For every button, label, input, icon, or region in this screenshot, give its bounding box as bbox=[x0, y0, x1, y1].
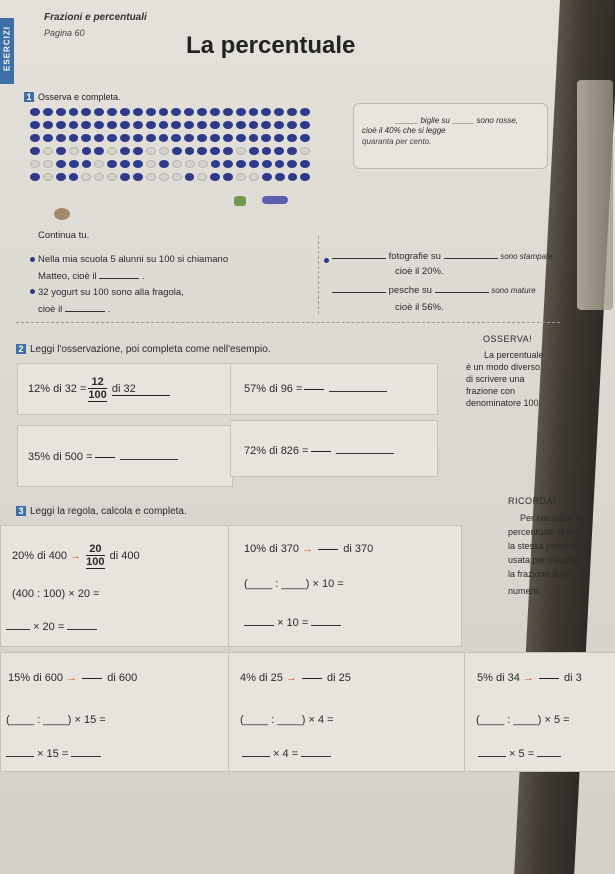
fraction-numerator: 20 bbox=[86, 543, 104, 556]
marble bbox=[185, 160, 195, 168]
marble bbox=[171, 121, 181, 129]
marble bbox=[171, 134, 181, 142]
marble bbox=[287, 147, 297, 155]
marble bbox=[120, 160, 130, 168]
marble bbox=[159, 121, 169, 129]
marble bbox=[43, 121, 53, 129]
ex3-e-line2: (____ : ____) × 5 = bbox=[476, 714, 570, 726]
ex3-b-line1 bbox=[244, 543, 373, 555]
marble bbox=[94, 173, 104, 181]
marble bbox=[236, 147, 246, 155]
section-divider bbox=[16, 322, 560, 323]
bullet-icon bbox=[30, 289, 35, 294]
marble bbox=[30, 173, 40, 181]
marble bbox=[236, 134, 246, 142]
marble bbox=[287, 134, 297, 142]
marble bbox=[300, 108, 310, 116]
marble bbox=[275, 173, 285, 181]
arrow-icon: → bbox=[302, 543, 314, 555]
ex2-eq-1-fraction bbox=[88, 376, 106, 402]
ex3-d-line3 bbox=[242, 748, 331, 760]
bullet-icon bbox=[324, 258, 329, 263]
q1-line2: Matteo, cioè il . bbox=[38, 271, 145, 282]
section-title: Frazioni e percentuali bbox=[44, 12, 147, 23]
marble-row bbox=[30, 108, 310, 116]
ex2-eq-4-blank[interactable] bbox=[336, 453, 394, 454]
marble bbox=[287, 121, 297, 129]
ex3-a-line1 bbox=[12, 543, 140, 569]
marble bbox=[249, 134, 259, 142]
ex2-eq-3 bbox=[28, 451, 178, 463]
marble bbox=[146, 108, 156, 116]
marble bbox=[133, 108, 143, 116]
marble bbox=[236, 160, 246, 168]
ricorda-line: percentuale si seg bbox=[508, 527, 582, 537]
ex2-eq-2-left: 57% di 96 = bbox=[244, 383, 303, 395]
blank[interactable] bbox=[242, 756, 270, 757]
marble bbox=[300, 134, 310, 142]
marble bbox=[146, 160, 156, 168]
marble-row bbox=[30, 173, 310, 181]
marble bbox=[262, 173, 272, 181]
marble bbox=[94, 147, 104, 155]
ex3-a-line3 bbox=[6, 621, 97, 633]
marble bbox=[300, 160, 310, 168]
ex2-eq-2-blank[interactable] bbox=[329, 391, 387, 392]
marble bbox=[223, 160, 233, 168]
page-title: La percentuale bbox=[186, 32, 356, 59]
apple-picture bbox=[234, 196, 246, 206]
ex3-d-right: di 25 bbox=[327, 672, 351, 684]
q3-line2: cioè il 20%. bbox=[395, 266, 444, 277]
ex3-b-line3-text: × 10 = bbox=[277, 617, 309, 629]
marble bbox=[184, 134, 194, 142]
marble bbox=[56, 108, 66, 116]
marble bbox=[107, 134, 117, 142]
marble bbox=[56, 134, 66, 142]
marble bbox=[223, 134, 233, 142]
ex2-eq-4-fraction[interactable] bbox=[311, 447, 331, 456]
q2-line2-text: cioè il bbox=[38, 304, 63, 315]
marble bbox=[236, 121, 246, 129]
marble bbox=[69, 160, 79, 168]
ex1-number: 1 bbox=[24, 92, 34, 102]
marble bbox=[236, 173, 246, 181]
marble bbox=[69, 121, 79, 129]
q1-line1: Nella mia scuola 5 alunni su 100 si chiamano bbox=[38, 254, 229, 265]
marble bbox=[172, 173, 182, 181]
marble bbox=[94, 160, 104, 168]
marble bbox=[210, 147, 220, 155]
marble bbox=[249, 173, 259, 181]
marble bbox=[288, 173, 298, 181]
marble bbox=[82, 147, 92, 155]
marble bbox=[262, 147, 272, 155]
ex3-c-left: 15% di 600 bbox=[8, 672, 64, 684]
q2-line1: 32 yogurt su 100 sono alla fragola, bbox=[38, 287, 184, 298]
marble bbox=[197, 108, 207, 116]
ex3-d-line3-text: × 4 = bbox=[273, 748, 299, 760]
marble bbox=[274, 108, 284, 116]
ex3-e-line1 bbox=[477, 672, 582, 684]
marble bbox=[261, 134, 271, 142]
marble bbox=[120, 134, 130, 142]
marble bbox=[94, 121, 104, 129]
q2-line2: cioè il . bbox=[38, 304, 111, 315]
marble bbox=[133, 173, 143, 181]
osserva-line: denominatore 100. bbox=[466, 398, 542, 408]
marble bbox=[249, 160, 259, 168]
marble bbox=[185, 173, 195, 181]
marble bbox=[300, 121, 310, 129]
q3-line1-text: fotografie su bbox=[388, 251, 441, 262]
marble bbox=[236, 108, 246, 116]
marble bbox=[120, 108, 130, 116]
ex2-eq-2-fraction[interactable] bbox=[304, 385, 324, 394]
ex3-instruction: Leggi la regola, calcola e completa. bbox=[30, 506, 187, 517]
marble bbox=[133, 147, 143, 155]
ex3-b-line3 bbox=[244, 617, 341, 629]
marble bbox=[56, 173, 66, 181]
marble bbox=[249, 121, 259, 129]
marble bbox=[146, 121, 156, 129]
marble bbox=[133, 134, 143, 142]
ex3-b-right: di 370 bbox=[343, 543, 374, 555]
marble bbox=[81, 121, 91, 129]
blank[interactable] bbox=[6, 756, 34, 757]
q3-blank-1[interactable] bbox=[332, 258, 386, 259]
marble bbox=[69, 173, 79, 181]
marble bbox=[274, 147, 284, 155]
marble bbox=[300, 173, 310, 181]
marble-row bbox=[30, 147, 310, 155]
marble bbox=[223, 147, 233, 155]
ex2-eq-1-left: 12% di 32 = bbox=[28, 382, 87, 395]
ricorda-line: numero. bbox=[508, 586, 542, 596]
marble bbox=[262, 160, 272, 168]
osserva-line: frazione con bbox=[466, 386, 516, 396]
ricorda-line: la frazione di un bbox=[508, 569, 572, 579]
osserva-line: è un modo diverso bbox=[466, 362, 541, 372]
q1-answer-blank[interactable] bbox=[99, 278, 139, 279]
side-tab-label: ESERCIZI bbox=[2, 26, 12, 71]
marble bbox=[261, 108, 271, 116]
ricorda-line: Per calcolare la bbox=[520, 513, 583, 523]
blank[interactable] bbox=[311, 625, 341, 626]
ex3-c-line2: (____ : ____) × 15 = bbox=[6, 714, 106, 726]
marble bbox=[120, 121, 130, 129]
ex2-eq-2 bbox=[244, 383, 387, 395]
marble bbox=[56, 160, 66, 168]
ex3-a-line2: (400 : 100) × 20 = bbox=[12, 588, 100, 600]
marble bbox=[30, 121, 40, 129]
marble bbox=[56, 121, 66, 129]
marble bbox=[43, 173, 53, 181]
marble bbox=[146, 134, 156, 142]
ex2-instruction: Leggi l'osservazione, poi completa come nell'esempio. bbox=[30, 344, 271, 355]
continue-label: Continua tu. bbox=[38, 230, 90, 241]
divider bbox=[318, 236, 319, 314]
marble bbox=[223, 121, 233, 129]
marble bbox=[198, 160, 208, 168]
ex3-a-fraction bbox=[86, 543, 104, 569]
ex2-eq-4 bbox=[244, 445, 394, 457]
marble bbox=[30, 108, 40, 116]
ricorda-title: RICORDA! bbox=[508, 496, 557, 506]
marble bbox=[43, 160, 53, 168]
marble bbox=[274, 121, 284, 129]
marble bbox=[107, 121, 117, 129]
marble-grid bbox=[30, 108, 310, 186]
marble bbox=[43, 134, 53, 142]
marble bbox=[300, 147, 310, 155]
q4-line1 bbox=[332, 285, 536, 296]
ex2-eq-1-right: di 32 bbox=[112, 383, 170, 396]
marble bbox=[146, 147, 156, 155]
ex3-c-line1 bbox=[8, 672, 137, 684]
ex3-a-left: 20% di 400 bbox=[12, 549, 68, 562]
marble bbox=[184, 121, 194, 129]
q3-blank-2[interactable] bbox=[444, 258, 498, 259]
q1-line2-text: Matteo, cioè il bbox=[38, 271, 97, 282]
ex3-c-right: di 600 bbox=[107, 672, 138, 684]
marble bbox=[211, 160, 221, 168]
ex3-d-line2: (____ : ____) × 4 = bbox=[240, 714, 334, 726]
marble bbox=[81, 173, 91, 181]
marble bbox=[81, 134, 91, 142]
marble bbox=[184, 108, 194, 116]
marble bbox=[30, 160, 40, 168]
marble bbox=[159, 147, 169, 155]
marble bbox=[210, 108, 220, 116]
fraction-denominator: 100 bbox=[88, 389, 107, 401]
ex3-d-line1 bbox=[240, 672, 351, 684]
marble bbox=[210, 134, 220, 142]
ex3-e-left: 5% di 34 bbox=[477, 672, 520, 684]
fraction-numerator: 12 bbox=[88, 376, 106, 389]
ex3-a-right: di 400 bbox=[109, 549, 140, 562]
ex3-a-line3-text: × 20 = bbox=[33, 621, 65, 633]
example-line-3: quaranta per cento. bbox=[362, 137, 432, 146]
marble bbox=[172, 147, 182, 155]
ricorda-line: la stessa procedu bbox=[508, 541, 579, 551]
example-line-2: cioè il 40% che si legge bbox=[362, 126, 446, 135]
marble bbox=[274, 134, 284, 142]
ex3-number: 3 bbox=[16, 506, 26, 516]
ex3-e-line3-text: × 5 = bbox=[509, 748, 535, 760]
ex2-eq-1 bbox=[28, 376, 170, 402]
marble bbox=[197, 134, 207, 142]
marble bbox=[81, 108, 91, 116]
marble bbox=[94, 108, 104, 116]
ricorda-line: usata per calcolar bbox=[508, 555, 580, 565]
osserva-title: OSSERVA! bbox=[483, 334, 533, 344]
marble bbox=[107, 108, 117, 116]
marble bbox=[120, 147, 130, 155]
marble bbox=[210, 173, 220, 181]
marble bbox=[133, 160, 143, 168]
ex3-d-left: 4% di 25 bbox=[240, 672, 283, 684]
marble bbox=[159, 108, 169, 116]
marble bbox=[159, 173, 169, 181]
marble bbox=[159, 160, 169, 168]
marble bbox=[287, 160, 297, 168]
marble-row bbox=[30, 121, 310, 129]
ex3-b-fraction[interactable] bbox=[318, 545, 338, 554]
marble bbox=[171, 108, 181, 116]
q3-line1 bbox=[332, 251, 553, 262]
osserva-line: La percentuale bbox=[484, 350, 544, 360]
ex2-eq-3-left: 35% di 500 = bbox=[28, 451, 93, 463]
ex3-instruction-row bbox=[16, 506, 187, 517]
ex3-c-line3-text: × 15 = bbox=[37, 748, 69, 760]
marble bbox=[287, 108, 297, 116]
ex3-e-right: di 3 bbox=[564, 672, 582, 684]
peach-picture bbox=[54, 208, 70, 220]
marble bbox=[133, 121, 143, 129]
bullet-icon bbox=[30, 257, 35, 262]
marble bbox=[69, 108, 79, 116]
fraction-denominator: 100 bbox=[86, 556, 105, 568]
marble bbox=[30, 147, 40, 155]
marble bbox=[197, 121, 207, 129]
marble bbox=[56, 147, 66, 155]
ex1-instruction-row bbox=[24, 92, 121, 102]
marble bbox=[107, 147, 117, 155]
ex1-instruction: Osserva e completa. bbox=[38, 92, 121, 102]
marble bbox=[275, 160, 285, 168]
marble-row bbox=[30, 134, 310, 142]
marble bbox=[249, 108, 259, 116]
ex2-eq-3-fraction[interactable] bbox=[95, 453, 115, 462]
blank[interactable] bbox=[537, 756, 561, 757]
marble bbox=[185, 147, 195, 155]
arrow-icon: → bbox=[66, 672, 78, 684]
blank[interactable] bbox=[244, 625, 274, 626]
marble bbox=[197, 173, 207, 181]
marble bbox=[120, 173, 130, 181]
ex3-c-line3 bbox=[6, 748, 101, 760]
marble bbox=[197, 147, 207, 155]
q3-line1-end: sono stampate bbox=[500, 252, 553, 261]
marble bbox=[43, 147, 53, 155]
ex3-b-line2: (____ : ____) × 10 = bbox=[244, 578, 344, 590]
pencil-sticker bbox=[577, 80, 613, 310]
blank[interactable] bbox=[71, 756, 101, 757]
side-tab bbox=[0, 18, 14, 84]
ex3-c-fraction[interactable] bbox=[82, 674, 102, 683]
marble bbox=[69, 147, 79, 155]
q4-line1-text: pesche su bbox=[388, 285, 432, 296]
yogurt-picture bbox=[262, 196, 288, 204]
marble bbox=[82, 160, 92, 168]
example-card bbox=[353, 103, 548, 169]
marble bbox=[146, 173, 156, 181]
marble bbox=[94, 134, 104, 142]
ex3-e-fraction[interactable] bbox=[539, 674, 559, 683]
ex3-d-fraction[interactable] bbox=[302, 674, 322, 683]
marble-row bbox=[30, 160, 310, 168]
blank[interactable] bbox=[6, 629, 30, 630]
marble bbox=[69, 134, 79, 142]
q2-answer-blank[interactable] bbox=[65, 311, 105, 312]
marble bbox=[172, 160, 182, 168]
q4-line1-end: sono mature bbox=[491, 286, 536, 295]
q4-blank-2[interactable] bbox=[435, 292, 489, 293]
marble bbox=[107, 160, 117, 168]
blank[interactable] bbox=[301, 756, 331, 757]
marble bbox=[249, 147, 259, 155]
blank[interactable] bbox=[67, 629, 97, 630]
q4-blank-1[interactable] bbox=[332, 292, 386, 293]
ex2-instruction-row bbox=[16, 344, 271, 355]
marble bbox=[223, 173, 233, 181]
ex3-b-left: 10% di 370 bbox=[244, 543, 300, 555]
page-label: Pagina 60 bbox=[44, 28, 85, 38]
arrow-icon: → bbox=[522, 672, 534, 684]
osserva-line: di scrivere una bbox=[466, 374, 525, 384]
blank[interactable] bbox=[478, 756, 506, 757]
ex2-eq-3-blank[interactable] bbox=[120, 459, 178, 460]
marble bbox=[159, 134, 169, 142]
arrow-icon: → bbox=[70, 549, 82, 562]
ex3-e-line3 bbox=[478, 748, 561, 760]
ex2-eq-4-left: 72% di 826 = bbox=[244, 445, 309, 457]
marble bbox=[261, 121, 271, 129]
marble bbox=[210, 121, 220, 129]
marble bbox=[107, 173, 117, 181]
marble bbox=[43, 108, 53, 116]
ex2-number: 2 bbox=[16, 344, 26, 354]
arrow-icon: → bbox=[285, 672, 297, 684]
example-line-1: _____ biglie su _____ sono rosse, bbox=[396, 116, 518, 125]
marble bbox=[30, 134, 40, 142]
q4-line2: cioè il 56%. bbox=[395, 302, 444, 313]
marble bbox=[223, 108, 233, 116]
